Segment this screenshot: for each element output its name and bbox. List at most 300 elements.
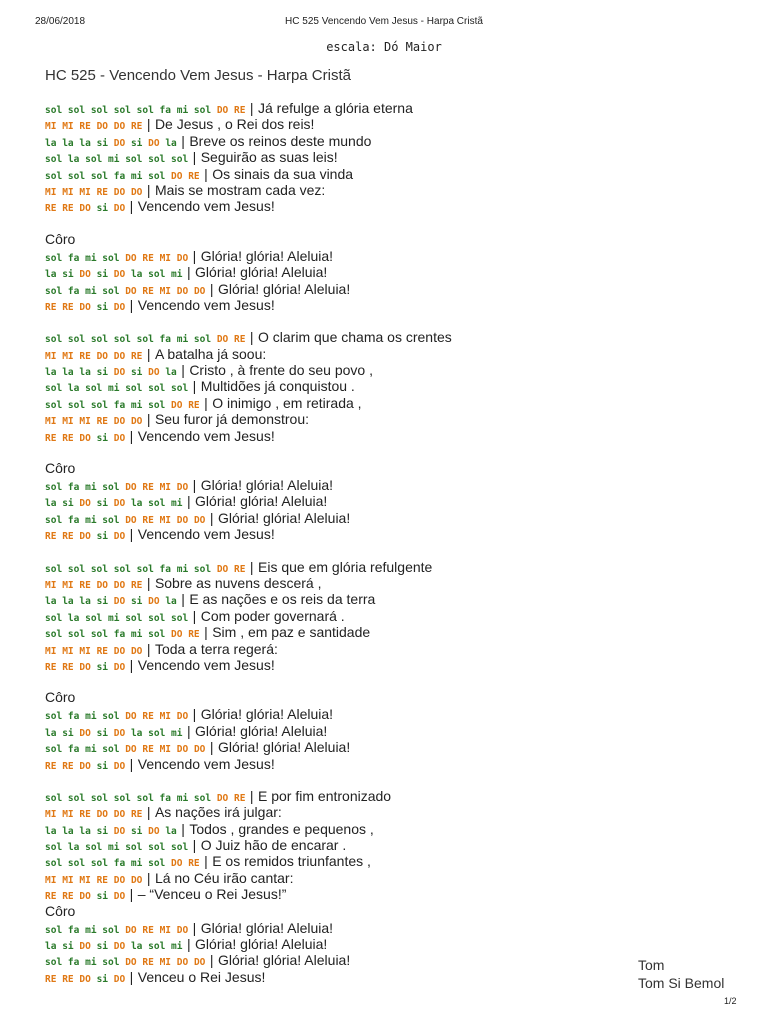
note: mi xyxy=(85,924,97,936)
separator-bar: | xyxy=(186,264,191,281)
note: RE xyxy=(45,531,57,543)
note-sequence xyxy=(45,613,188,624)
note-sequence xyxy=(45,925,188,936)
note: la xyxy=(62,367,74,379)
separator-bar: | xyxy=(129,198,134,215)
note: RE xyxy=(130,121,143,133)
note: si xyxy=(96,498,109,510)
note: sol xyxy=(45,842,63,854)
lyric-text: Seguirão as suas leis! xyxy=(200,149,338,166)
note: DO xyxy=(171,629,183,641)
note: RE xyxy=(96,186,109,198)
note-sequence xyxy=(45,728,182,739)
note: sol xyxy=(148,629,166,641)
note: sol xyxy=(136,334,154,346)
note: la xyxy=(45,596,57,608)
separator-bar: | xyxy=(192,378,197,395)
note: si xyxy=(130,367,143,379)
note: DO xyxy=(79,432,91,444)
block-spacer xyxy=(45,444,645,460)
song-line xyxy=(45,100,645,116)
note: fa xyxy=(159,792,171,804)
separator-bar: | xyxy=(249,100,254,116)
note: DO xyxy=(113,186,126,198)
note: la xyxy=(45,137,57,149)
separator-bar: | xyxy=(146,804,151,821)
note-sequence xyxy=(45,416,142,427)
note: la xyxy=(79,367,91,379)
note: DO xyxy=(176,957,189,969)
note: la xyxy=(45,825,57,837)
note: DO xyxy=(193,514,206,526)
note: MI xyxy=(45,350,57,362)
block-spacer xyxy=(45,215,645,231)
note: MI xyxy=(45,186,57,198)
note: sol xyxy=(171,612,189,624)
note: RE xyxy=(62,973,74,985)
note: sol xyxy=(193,563,212,575)
note: RE xyxy=(96,874,109,886)
note: RE xyxy=(45,203,57,215)
note: sol xyxy=(45,858,63,870)
note: DO xyxy=(79,203,91,215)
note: DO xyxy=(96,579,109,591)
note: RE xyxy=(62,432,74,444)
note: sol xyxy=(67,105,86,116)
lyric-text: Toda a terra regerá: xyxy=(154,640,278,657)
note: MI xyxy=(159,711,172,723)
note: la xyxy=(79,825,91,837)
note-sequence xyxy=(45,498,182,509)
note: RE xyxy=(62,301,74,313)
song-line xyxy=(45,706,645,722)
note: sol xyxy=(148,842,166,854)
separator-bar: | xyxy=(181,362,185,379)
note: DO xyxy=(125,514,137,526)
note: sol xyxy=(136,792,154,804)
note: sol xyxy=(45,399,63,411)
note: DO xyxy=(176,924,189,936)
note: DO xyxy=(125,711,137,723)
block-spacer xyxy=(45,772,645,788)
note: DO xyxy=(176,252,189,264)
note: mi xyxy=(176,105,189,116)
note: sol xyxy=(45,383,63,395)
note: MI xyxy=(159,252,172,264)
song-line xyxy=(45,853,645,869)
note: sol xyxy=(125,154,143,166)
note: sol xyxy=(67,563,86,575)
song-line xyxy=(45,166,645,182)
note: DO xyxy=(113,596,126,608)
note: sol xyxy=(148,612,166,624)
note: MI xyxy=(159,957,172,969)
note: MI xyxy=(45,645,57,657)
note: sol xyxy=(125,612,143,624)
note: sol xyxy=(45,105,63,116)
note: sol xyxy=(102,514,120,526)
separator-bar: | xyxy=(129,886,134,903)
lyric-text: Glória! glória! Aleluia! xyxy=(195,264,328,281)
note: MI xyxy=(79,874,91,886)
note: si xyxy=(96,941,109,953)
note: la xyxy=(130,498,143,510)
note: sol xyxy=(85,842,103,854)
note: la xyxy=(62,825,74,837)
song-line xyxy=(45,870,645,886)
note: DO xyxy=(79,661,91,673)
note: sol xyxy=(67,858,86,870)
lyric-text: Glória! glória! Aleluia! xyxy=(200,706,334,723)
note: DO xyxy=(113,760,126,772)
lyric-text: Glória! glória! Aleluia! xyxy=(200,919,334,936)
note: sol xyxy=(148,399,166,411)
note: DO xyxy=(113,416,126,428)
note-sequence xyxy=(45,154,188,165)
note: mi xyxy=(108,154,120,166)
song-line xyxy=(45,608,645,624)
note: DO xyxy=(125,744,137,756)
separator-bar: | xyxy=(192,706,197,723)
note: MI xyxy=(62,186,74,198)
note: RE xyxy=(45,760,57,772)
note: la xyxy=(45,941,57,953)
chorus-block xyxy=(45,231,645,314)
note-sequence xyxy=(45,269,182,280)
song-line xyxy=(45,248,645,264)
note: DO xyxy=(79,301,91,313)
verse-block xyxy=(45,329,645,444)
song-line xyxy=(45,920,645,936)
separator-bar: | xyxy=(249,558,254,575)
note: sol xyxy=(45,744,63,756)
chorus-block xyxy=(45,903,645,986)
note: mi xyxy=(108,612,120,624)
note: si xyxy=(96,596,109,608)
lyric-text: As nações irá julgar: xyxy=(154,804,282,821)
note: MI xyxy=(62,809,74,821)
note: MI xyxy=(45,121,57,133)
song-line xyxy=(45,657,645,673)
lyric-text: Eis que em glória refulgente xyxy=(258,558,433,575)
note: RE xyxy=(234,563,246,575)
note: MI xyxy=(62,121,74,133)
note: RE xyxy=(62,891,74,903)
note: MI xyxy=(62,350,74,362)
lyric-text: A batalha já soou: xyxy=(154,345,267,362)
separator-bar: | xyxy=(249,329,254,346)
note: DO xyxy=(113,203,126,215)
note: sol xyxy=(102,744,120,756)
song-line xyxy=(45,346,645,362)
note: sol xyxy=(45,514,63,526)
note: RE xyxy=(142,744,154,756)
note-sequence xyxy=(45,711,188,722)
song-line xyxy=(45,116,645,132)
lyric-text: Glória! glória! Aleluia! xyxy=(195,493,328,510)
note: si xyxy=(96,661,109,673)
note: DO xyxy=(79,269,91,281)
note: MI xyxy=(79,186,91,198)
song-line xyxy=(45,756,645,772)
note: sol xyxy=(125,842,143,854)
song-line xyxy=(45,510,645,526)
note: RE xyxy=(45,891,57,903)
note-sequence xyxy=(45,744,205,755)
note: si xyxy=(130,137,143,149)
note-sequence xyxy=(45,957,205,968)
note: mi xyxy=(85,711,97,723)
note: mi xyxy=(171,727,183,739)
chorus-label: Côro xyxy=(45,902,76,919)
note: RE xyxy=(130,350,143,362)
lyric-text: Glória! glória! Aleluia! xyxy=(217,280,351,297)
note: si xyxy=(96,269,109,281)
tom-value: Tom Si Bemol xyxy=(638,975,725,991)
verse-block xyxy=(45,100,645,215)
note: DO xyxy=(176,514,189,526)
note: DO xyxy=(193,744,206,756)
note: si xyxy=(96,891,109,903)
block-spacer xyxy=(45,543,645,559)
note: sol xyxy=(113,792,131,804)
note: sol xyxy=(45,285,63,297)
lyric-text: Glória! glória! Aleluia! xyxy=(200,477,334,494)
note: RE xyxy=(79,121,91,133)
note: DO xyxy=(79,941,91,953)
lyric-text: Com poder governará . xyxy=(200,607,345,624)
note: sol xyxy=(45,334,63,346)
song-line xyxy=(45,182,645,198)
note: RE xyxy=(142,711,154,723)
tom-label: Tom xyxy=(638,957,665,973)
lyric-text: O clarim que chama os crentes xyxy=(258,329,452,346)
note: RE xyxy=(96,416,109,428)
note-sequence xyxy=(45,875,142,886)
note: DO xyxy=(79,760,91,772)
song-line xyxy=(45,281,645,297)
separator-bar: | xyxy=(209,280,214,297)
separator-bar: | xyxy=(129,656,134,673)
note-sequence xyxy=(45,433,125,444)
song-line xyxy=(45,329,645,345)
note: RE xyxy=(142,924,154,936)
note: mi xyxy=(176,334,189,346)
note: si xyxy=(62,269,74,281)
song-line xyxy=(45,378,645,394)
note: mi xyxy=(85,252,97,264)
note: DO xyxy=(79,531,91,543)
song-line xyxy=(45,493,645,509)
chorus-label: Côro xyxy=(45,460,76,477)
lyric-text: Lá no Céu irão cantar: xyxy=(154,869,294,886)
note: DO xyxy=(113,269,126,281)
note: sol xyxy=(102,711,120,723)
separator-bar: | xyxy=(186,722,191,739)
note: RE xyxy=(79,579,91,591)
separator-bar: | xyxy=(186,493,191,510)
note: si xyxy=(96,203,109,215)
note: la xyxy=(130,941,143,953)
lyric-text: Vencendo vem Jesus! xyxy=(137,526,275,543)
note: DO xyxy=(148,137,160,149)
note: DO xyxy=(171,858,183,870)
note: fa xyxy=(113,170,126,182)
note: DO xyxy=(130,645,143,657)
note: la xyxy=(45,269,57,281)
separator-bar: | xyxy=(181,591,185,608)
note: sol xyxy=(148,858,166,870)
lyric-text: Já refulge a glória eterna xyxy=(258,100,413,116)
note-sequence xyxy=(45,351,142,362)
note: DO xyxy=(113,137,126,149)
note: fa xyxy=(113,629,126,641)
song-line xyxy=(45,477,645,493)
song-line xyxy=(45,624,645,640)
note: si xyxy=(96,727,109,739)
note: RE xyxy=(62,661,74,673)
note: DO xyxy=(171,399,183,411)
separator-bar: | xyxy=(146,411,151,428)
separator-bar: | xyxy=(146,181,151,198)
note: DO xyxy=(148,367,160,379)
note: DO xyxy=(113,531,126,543)
note: la xyxy=(45,727,57,739)
note: RE xyxy=(142,252,154,264)
note: RE xyxy=(45,432,57,444)
note: DO xyxy=(125,285,137,297)
note: sol xyxy=(148,383,166,395)
separator-bar: | xyxy=(249,787,254,804)
note: la xyxy=(165,367,177,379)
separator-bar: | xyxy=(204,394,208,411)
separator-bar: | xyxy=(129,526,134,543)
block-spacer xyxy=(45,673,645,689)
note: MI xyxy=(62,874,74,886)
note: sol xyxy=(102,957,120,969)
note-sequence xyxy=(45,187,142,198)
song-line xyxy=(45,362,645,378)
separator-bar: | xyxy=(129,427,134,444)
song-line xyxy=(45,297,645,313)
note: fa xyxy=(67,514,80,526)
lyric-text: Glória! glória! Aleluia! xyxy=(217,739,351,756)
block-spacer xyxy=(45,313,645,329)
note: sol xyxy=(45,170,63,182)
note: mi xyxy=(176,563,189,575)
note: DO xyxy=(130,186,143,198)
note: mi xyxy=(85,514,97,526)
note: DO xyxy=(113,825,126,837)
song-line xyxy=(45,149,645,165)
note: RE xyxy=(234,334,246,346)
note: MI xyxy=(159,514,172,526)
note: DO xyxy=(113,973,126,985)
note: si xyxy=(96,760,109,772)
note: sol xyxy=(67,170,86,182)
song-line xyxy=(45,723,645,739)
note: sol xyxy=(171,154,189,166)
note-sequence xyxy=(45,826,177,837)
note: si xyxy=(96,432,109,444)
note: sol xyxy=(171,383,189,395)
lyric-text: – “Venceu o Rei Jesus!” xyxy=(137,886,287,903)
lyric-text: E as nações e os reis da terra xyxy=(189,591,376,608)
note: sol xyxy=(45,482,63,494)
lyric-text: Glória! glória! Aleluia! xyxy=(195,936,328,953)
note-sequence xyxy=(45,858,200,869)
note: DO xyxy=(113,645,126,657)
note: sol xyxy=(193,105,212,116)
note: sol xyxy=(45,924,63,936)
lyric-text: E por fim entronizado xyxy=(258,787,392,804)
note: MI xyxy=(45,416,57,428)
note: RE xyxy=(142,482,154,494)
note: fa xyxy=(113,399,126,411)
note-sequence xyxy=(45,974,125,985)
note: fa xyxy=(159,334,171,346)
note: DO xyxy=(193,285,206,297)
song-title: HC 525 - Vencendo Vem Jesus - Harpa Cristã xyxy=(45,67,351,84)
lyric-text: Vencendo vem Jesus! xyxy=(137,755,275,772)
note: MI xyxy=(45,809,57,821)
note: DO xyxy=(113,121,126,133)
note-sequence xyxy=(45,383,188,394)
note: fa xyxy=(67,957,80,969)
note: RE xyxy=(188,629,200,641)
note: si xyxy=(96,137,109,149)
note: RE xyxy=(188,170,200,182)
note-sequence xyxy=(45,809,142,820)
note: RE xyxy=(45,661,57,673)
note-sequence xyxy=(45,941,182,952)
note: RE xyxy=(62,760,74,772)
note: si xyxy=(96,531,109,543)
note: sol xyxy=(193,334,212,346)
lyric-text: Sim , em paz e santidade xyxy=(212,624,371,641)
note: sol xyxy=(102,285,120,297)
note: DO xyxy=(113,809,126,821)
note: RE xyxy=(62,203,74,215)
song-line xyxy=(45,804,645,820)
note: sol xyxy=(45,252,63,264)
note: DO xyxy=(176,711,189,723)
note: DO xyxy=(113,367,126,379)
verse-block xyxy=(45,559,645,674)
song-line xyxy=(45,526,645,542)
lyric-text: O Juiz hão de encarar . xyxy=(200,837,347,854)
lyric-text: O inimigo , em retirada , xyxy=(212,394,362,411)
note: fa xyxy=(67,482,80,494)
note: MI xyxy=(62,579,74,591)
note: RE xyxy=(62,531,74,543)
note: la xyxy=(45,367,57,379)
separator-bar: | xyxy=(146,116,151,133)
note: DO xyxy=(79,727,91,739)
note: sol xyxy=(45,563,63,575)
song-line xyxy=(45,886,645,902)
lyric-text: Glória! glória! Aleluia! xyxy=(217,952,351,969)
note: DO xyxy=(113,891,126,903)
lyric-text: Glória! glória! Aleluia! xyxy=(217,509,351,526)
song-line xyxy=(45,952,645,968)
note: sol xyxy=(85,383,103,395)
note: mi xyxy=(171,941,183,953)
note: mi xyxy=(85,957,97,969)
note: sol xyxy=(45,154,63,166)
note: sol xyxy=(102,924,120,936)
note: DO xyxy=(125,924,137,936)
